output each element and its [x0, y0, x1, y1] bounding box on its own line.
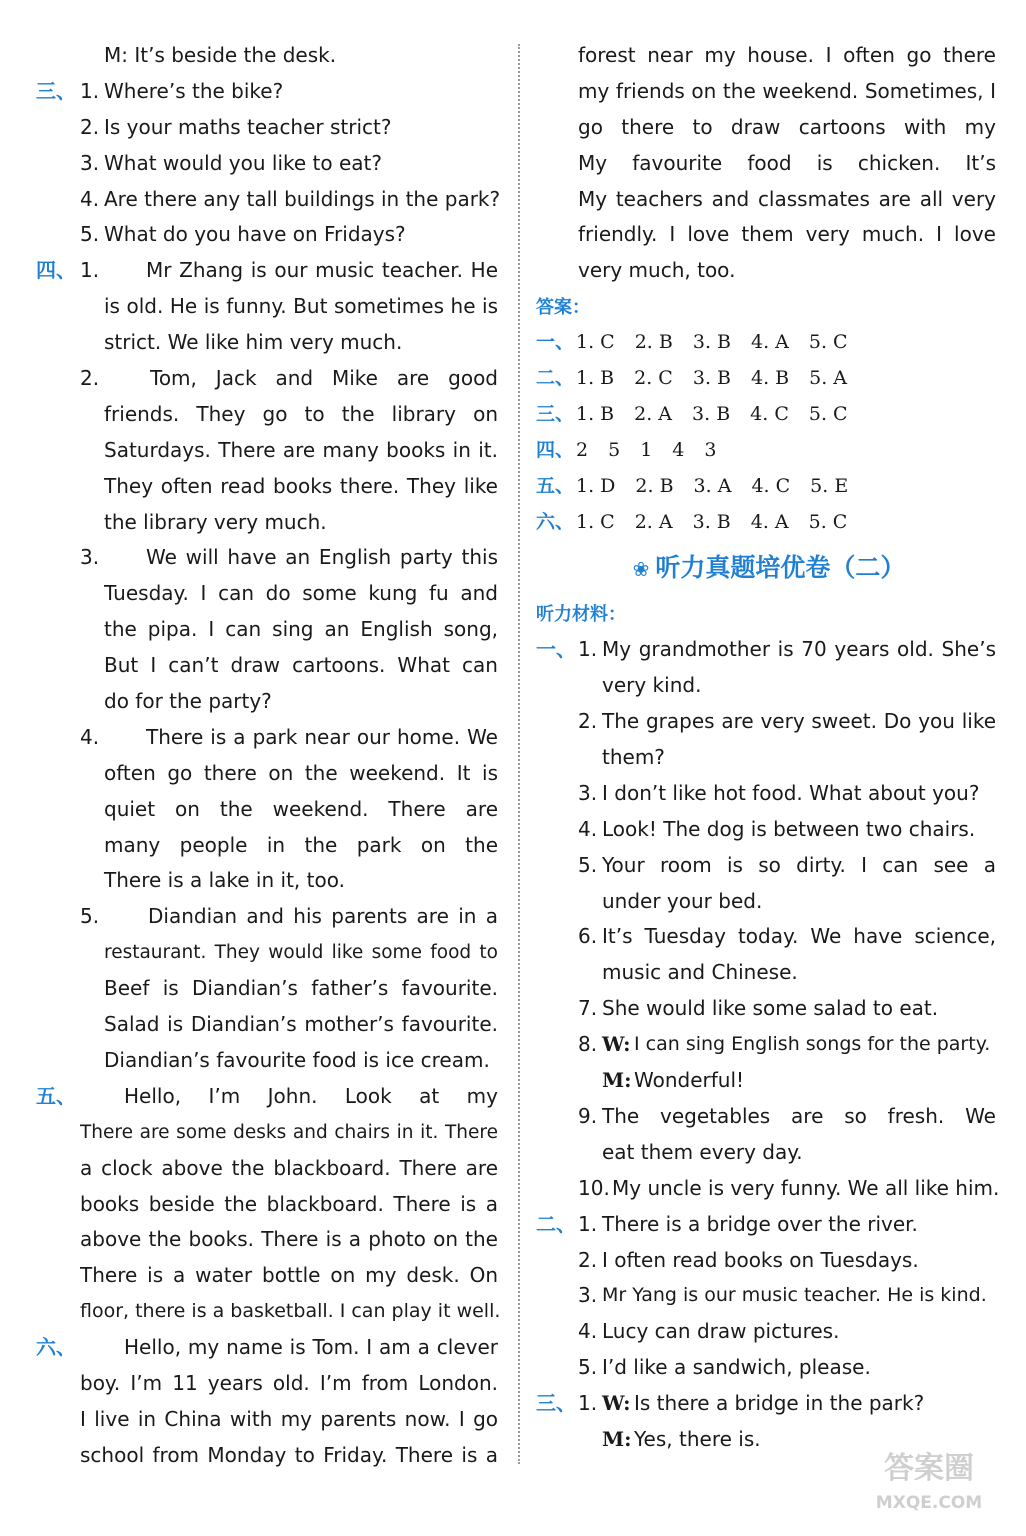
question-text: Is your maths teacher strict? [104, 114, 392, 139]
passage-line: Tom, Jack and Mike are good [150, 366, 498, 391]
item-number: 5. [578, 1355, 598, 1380]
item-number: 3. [578, 1283, 598, 1308]
script-line: music and Chinese. [602, 960, 798, 985]
script-line: I’d like a sandwich, please. [602, 1355, 871, 1380]
section-mark: 五、 [536, 474, 575, 497]
answer-item: 5. C [808, 510, 848, 533]
passage-line: many people in the park on the [104, 832, 498, 857]
item-number: 10. [578, 1175, 610, 1200]
answer-item: 2. C [634, 367, 673, 390]
passage-line: quiet on the weekend. There are [104, 796, 498, 821]
passage-line: There is a water bottle on my desk. On [80, 1263, 498, 1288]
right-column [536, 38, 1002, 1458]
section-mark-3: 三、 [36, 78, 76, 103]
item-number: 1. [80, 258, 100, 283]
script-line: Wonderful! [634, 1068, 745, 1093]
section-mark: 四、 [536, 438, 575, 461]
passage-line: Saturdays. There are many books in it. [104, 437, 498, 462]
answer-item: 1. B [576, 402, 615, 425]
column-divider [518, 44, 520, 1464]
material-label: 听力材料： [536, 604, 626, 626]
answer-item: 4. A [750, 510, 789, 533]
passage-line: the pipa. I can sing an English song, [104, 617, 498, 642]
script-line: I often read books on Tuesdays. [602, 1247, 919, 1272]
passage-line: school from Monday to Friday. There is a [80, 1442, 498, 1467]
script-line: eat them every day. [602, 1139, 803, 1164]
answer-item: 5 [608, 438, 621, 461]
item-number: 4. [578, 816, 598, 841]
item-number: 2. [80, 366, 100, 391]
dialogue-line [36, 38, 502, 74]
item-number: 3. [578, 780, 598, 805]
question-text: What would you like to eat? [104, 150, 382, 175]
watermark-logo [844, 1438, 1014, 1518]
passage-line: a clock above the blackboard. There are [80, 1155, 498, 1180]
answer-item: 2. B [635, 474, 674, 497]
script-line: Yes, there is. [634, 1426, 761, 1451]
passage-line: friendly. I love them very much. I love [578, 222, 996, 247]
script-line: very kind. [602, 673, 702, 698]
script-line: She would like some salad to eat. [602, 996, 939, 1021]
passage-line: There is a park near our home. We [146, 724, 498, 749]
answer-item: 5. E [810, 474, 849, 497]
item-number: 4. [578, 1319, 598, 1344]
script-line: The grapes are very sweet. Do you like [602, 709, 996, 734]
section-mark: 六、 [536, 510, 575, 533]
passage-line: We will have an English party this [146, 545, 498, 570]
script-line: My grandmother is 70 years old. She’s [602, 637, 996, 662]
script-line: My uncle is very funny. We all like him. [612, 1175, 1000, 1200]
answer-item: 1. C [576, 331, 615, 354]
item-number: 2. [578, 1247, 598, 1272]
passage-line: Hello, I’m John. Look at my [124, 1083, 498, 1108]
passage-line: Salad is Diandian’s mother’s favourite. [104, 1012, 498, 1037]
item-number: 3. [80, 150, 100, 175]
answer-line: M: It’s beside the desk. [104, 43, 337, 67]
section-title-text: 听力真题培优卷（二） [655, 553, 906, 583]
answer-item: 5. C [808, 402, 848, 425]
answer-item: 1. C [576, 510, 615, 533]
item-number: 4. [80, 186, 100, 211]
item-number: 1. [578, 1391, 598, 1416]
answer-item: 2. B [634, 331, 673, 354]
speaker-label: M: [602, 1426, 632, 1451]
passage-line: There is a lake in it, too. [104, 868, 345, 893]
section-mark-5: 五、 [36, 1083, 76, 1108]
section-title [536, 540, 1002, 596]
script-line: them? [602, 745, 665, 770]
answer-row [536, 469, 1002, 505]
answer-item: 3. B [692, 367, 731, 390]
passage-line: books beside the blackboard. There is a [80, 1191, 498, 1216]
answer-item: 2. A [634, 402, 673, 425]
item-number: 1. [80, 78, 100, 103]
item-number: 4. [80, 724, 100, 749]
script-line: under your bed. [602, 888, 763, 913]
passage-line: Beef is Diandian’s father’s favourite. [104, 976, 498, 1001]
answer-item: 4 [672, 438, 685, 461]
script-line: I can sing English songs for the party. [634, 1033, 991, 1056]
passage-line: above the books. There is a photo on the [80, 1227, 498, 1252]
answer-row [536, 325, 1002, 361]
speaker-label: M: [602, 1068, 632, 1093]
answer-row [536, 433, 1002, 469]
passage-line: is old. He is funny. But sometimes he is [104, 294, 498, 319]
script-line: Your room is so dirty. I can see a [602, 852, 996, 877]
passage-line: often go there on the weekend. It is [104, 760, 498, 785]
item-number: 9. [578, 1103, 598, 1128]
passage-line: do for the party? [104, 689, 272, 714]
item-number: 1. [578, 637, 598, 662]
section-mark: 三、 [536, 402, 575, 425]
passage-line: But I can’t draw cartoons. What can [104, 653, 498, 678]
item-number: 2. [80, 114, 100, 139]
item-number: 6. [578, 924, 598, 949]
answer-row [536, 397, 1002, 433]
passage-line: Mr Zhang is our music teacher. He [146, 258, 498, 283]
answer-row [536, 361, 1002, 397]
question-text: Are there any tall buildings in the park? [104, 186, 501, 211]
answer-item: 3. A [693, 474, 732, 497]
passage-line: I live in China with my parents now. I go [80, 1406, 498, 1431]
passage-line: floor, there is a basketball. I can play it well. [80, 1300, 501, 1323]
section-mark-4: 四、 [36, 258, 76, 283]
script-line: Mr Yang is our music teacher. He is kind. [602, 1284, 987, 1307]
passage-line: go there to draw cartoons with my [578, 114, 996, 139]
script-line: There is a bridge over the river. [602, 1211, 918, 1236]
passage-line: Diandian and his parents are in a [148, 904, 498, 929]
item-number: 3. [80, 545, 100, 570]
left-column [36, 38, 502, 1474]
section-mark: 一、 [536, 331, 575, 354]
item-number: 2. [578, 709, 598, 734]
speaker-label: W: [602, 1391, 631, 1416]
passage-line: strict. We like him very much. [104, 330, 403, 355]
answer-row [536, 505, 1002, 541]
script-line: I don’t like hot food. What about you? [602, 780, 980, 805]
passage-line: friends. They go to the library on [104, 401, 498, 426]
script-line: Look! The dog is between two chairs. [602, 816, 976, 841]
answers-label: 答案： [536, 297, 590, 319]
watermark-top: 答案圈 [884, 1451, 974, 1486]
question-text: Where’s the bike? [104, 78, 284, 103]
answer-item: 3 [704, 438, 717, 461]
answer-item: 1. D [576, 474, 616, 497]
answer-item: 2 [576, 438, 589, 461]
answer-item: 4. B [751, 367, 790, 390]
answer-item: 1 [640, 438, 653, 461]
item-number: 1. [578, 1211, 598, 1236]
passage-line: There are some desks and chairs in it. There [80, 1121, 498, 1143]
script-line: The vegetables are so fresh. We [602, 1103, 996, 1128]
passage-line: Tuesday. I can do some kung fu and [104, 581, 498, 606]
watermark-bottom: MXQE.COM [875, 1493, 983, 1513]
passage-line: my friends on the weekend. Sometimes, I [578, 78, 996, 103]
passage-line: Hello, my name is Tom. I am a clever [124, 1335, 498, 1360]
question-text: What do you have on Fridays? [104, 222, 406, 247]
answer-item: 3. B [692, 402, 731, 425]
item-number: 8. [578, 1032, 598, 1057]
passage-line: My favourite food is chicken. It’s [578, 150, 996, 175]
script-line: Lucy can draw pictures. [602, 1319, 840, 1344]
passage-line: Diandian’s favourite food is ice cream. [104, 1047, 490, 1072]
answer-item: 3. B [692, 510, 731, 533]
section-mark-6: 六、 [36, 1335, 76, 1360]
script-line: It’s Tuesday today. We have science, [602, 924, 996, 949]
answer-item: 2. A [634, 510, 673, 533]
item-number: 5. [80, 222, 100, 247]
passage-line: restaurant. They would like some food to [104, 942, 498, 964]
section-mark: 一、 [536, 637, 576, 662]
passage-line: My teachers and classmates are all very [578, 186, 996, 211]
answer-item: 5. A [809, 367, 848, 390]
answer-item: 4. A [751, 331, 789, 354]
passage-line: very much, too. [578, 258, 736, 283]
item-number: 5. [578, 852, 598, 877]
answer-item: 5. C [808, 331, 848, 354]
passage-line: boy. I’m 11 years old. I’m from London. [80, 1370, 498, 1395]
speaker-label: W: [602, 1032, 631, 1057]
item-number: 5. [80, 904, 100, 929]
answer-item: 1. B [576, 367, 615, 390]
passage-line: the library very much. [104, 509, 327, 534]
script-line: Is there a bridge in the park? [634, 1391, 925, 1416]
section-mark: 二、 [536, 367, 575, 390]
passage-line: forest near my house. I often go there [578, 43, 996, 67]
section-mark: 二、 [536, 1211, 576, 1236]
answer-item: 3. B [692, 331, 731, 354]
paw-icon: ❀ [632, 557, 650, 582]
answer-item: 4. C [750, 402, 789, 425]
section-mark: 三、 [536, 1391, 576, 1416]
answer-item: 4. C [751, 474, 791, 497]
item-number: 7. [578, 996, 598, 1021]
passage-line: They often read books there. They like [104, 473, 498, 498]
